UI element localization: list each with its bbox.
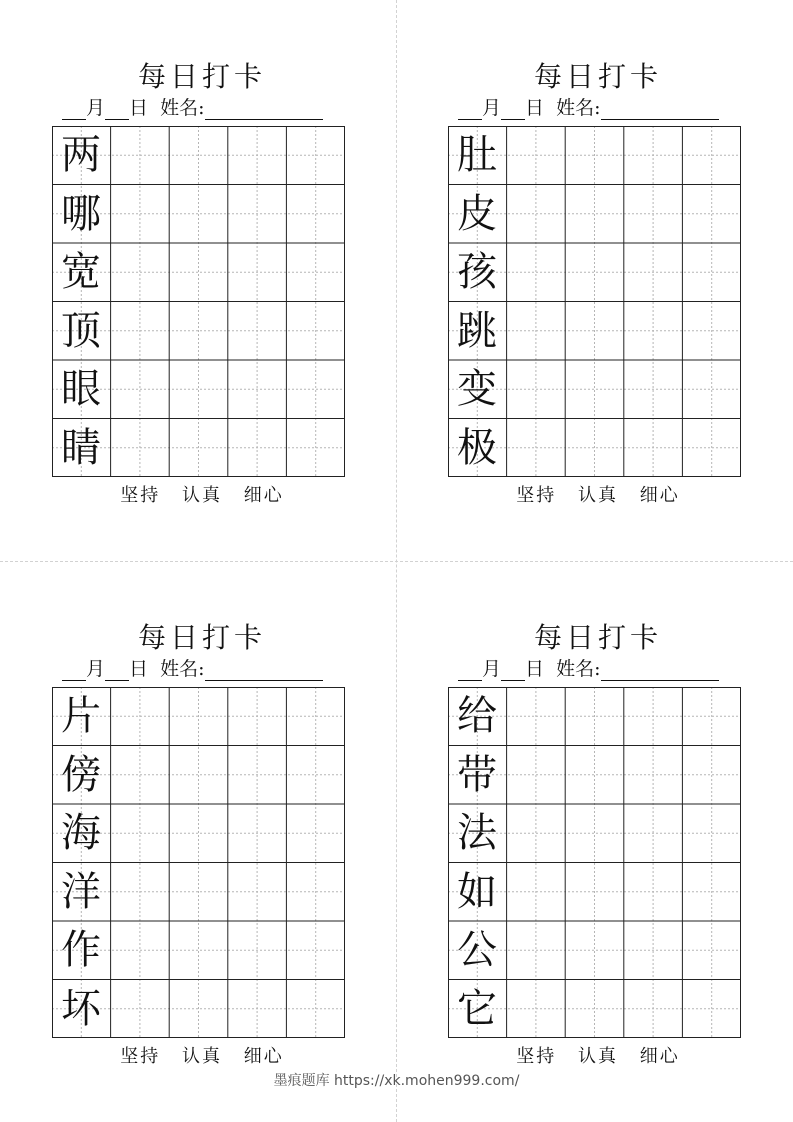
watermark-footer: 墨痕题库 https://xk.mohen999.com/ [273,1073,520,1089]
checkin-card [448,621,748,1067]
month-blank[interactable] [62,101,86,120]
date-name-line [62,96,352,120]
name-blank[interactable] [601,662,719,681]
motto: 坚持 认真 细心 [120,485,284,506]
writing-grid[interactable] [448,126,741,477]
practice-character: 哪 [61,190,101,237]
day-blank[interactable] [501,101,525,120]
practice-character: 极 [457,424,497,471]
month-label: 月 [482,97,502,119]
day-label: 日 [525,658,545,680]
checkin-card [52,60,352,506]
day-blank[interactable] [105,662,129,681]
practice-character: 公 [457,927,497,973]
card-title: 每日打卡 [137,621,266,654]
practice-character: 肚 [457,132,497,178]
practice-character: 顶 [61,307,101,354]
month-blank[interactable] [458,101,482,120]
motto: 坚持 认真 细心 [516,1046,680,1067]
card-title: 每日打卡 [533,621,662,654]
checkin-card [448,60,748,506]
day-blank[interactable] [105,101,129,120]
practice-character: 两 [61,132,101,178]
writing-grid[interactable] [52,687,345,1038]
card-title: 每日打卡 [533,60,662,93]
practice-character: 它 [457,985,497,1032]
practice-character: 宽 [61,249,101,295]
month-blank[interactable] [62,662,86,681]
practice-character: 洋 [61,868,101,915]
name-blank[interactable] [601,101,719,120]
practice-character: 片 [61,693,101,739]
day-label: 日 [525,97,545,119]
date-name-line [458,96,748,120]
month-label: 月 [86,658,106,680]
name-label: 姓名: [160,97,205,119]
practice-character: 坏 [61,985,101,1032]
practice-character: 作 [61,927,101,973]
day-blank[interactable] [501,662,525,681]
practice-character: 傍 [61,751,101,798]
practice-character: 跳 [457,307,497,354]
date-name-line [62,657,352,681]
day-label: 日 [129,97,149,119]
name-label: 姓名: [160,658,205,680]
month-blank[interactable] [458,662,482,681]
writing-grid[interactable] [448,687,741,1038]
name-blank[interactable] [205,662,323,681]
practice-character: 皮 [457,190,497,237]
practice-character: 带 [457,751,497,798]
name-label: 姓名: [556,658,601,680]
practice-character: 睛 [61,424,101,471]
checkin-card [52,621,352,1067]
practice-character: 法 [457,810,497,856]
motto: 坚持 认真 细心 [516,485,680,506]
practice-character: 给 [457,693,497,739]
card-title: 每日打卡 [137,60,266,93]
day-label: 日 [129,658,149,680]
month-label: 月 [482,658,502,680]
date-name-line [458,657,748,681]
name-blank[interactable] [205,101,323,120]
name-label: 姓名: [556,97,601,119]
practice-character: 孩 [457,249,497,295]
practice-character: 变 [457,366,497,412]
practice-character: 海 [61,810,101,856]
motto: 坚持 认真 细心 [120,1046,284,1067]
horizontal-cut-line [0,561,793,562]
practice-character: 如 [457,868,497,915]
practice-character: 眼 [61,366,101,412]
writing-grid[interactable] [52,126,345,477]
month-label: 月 [86,97,106,119]
